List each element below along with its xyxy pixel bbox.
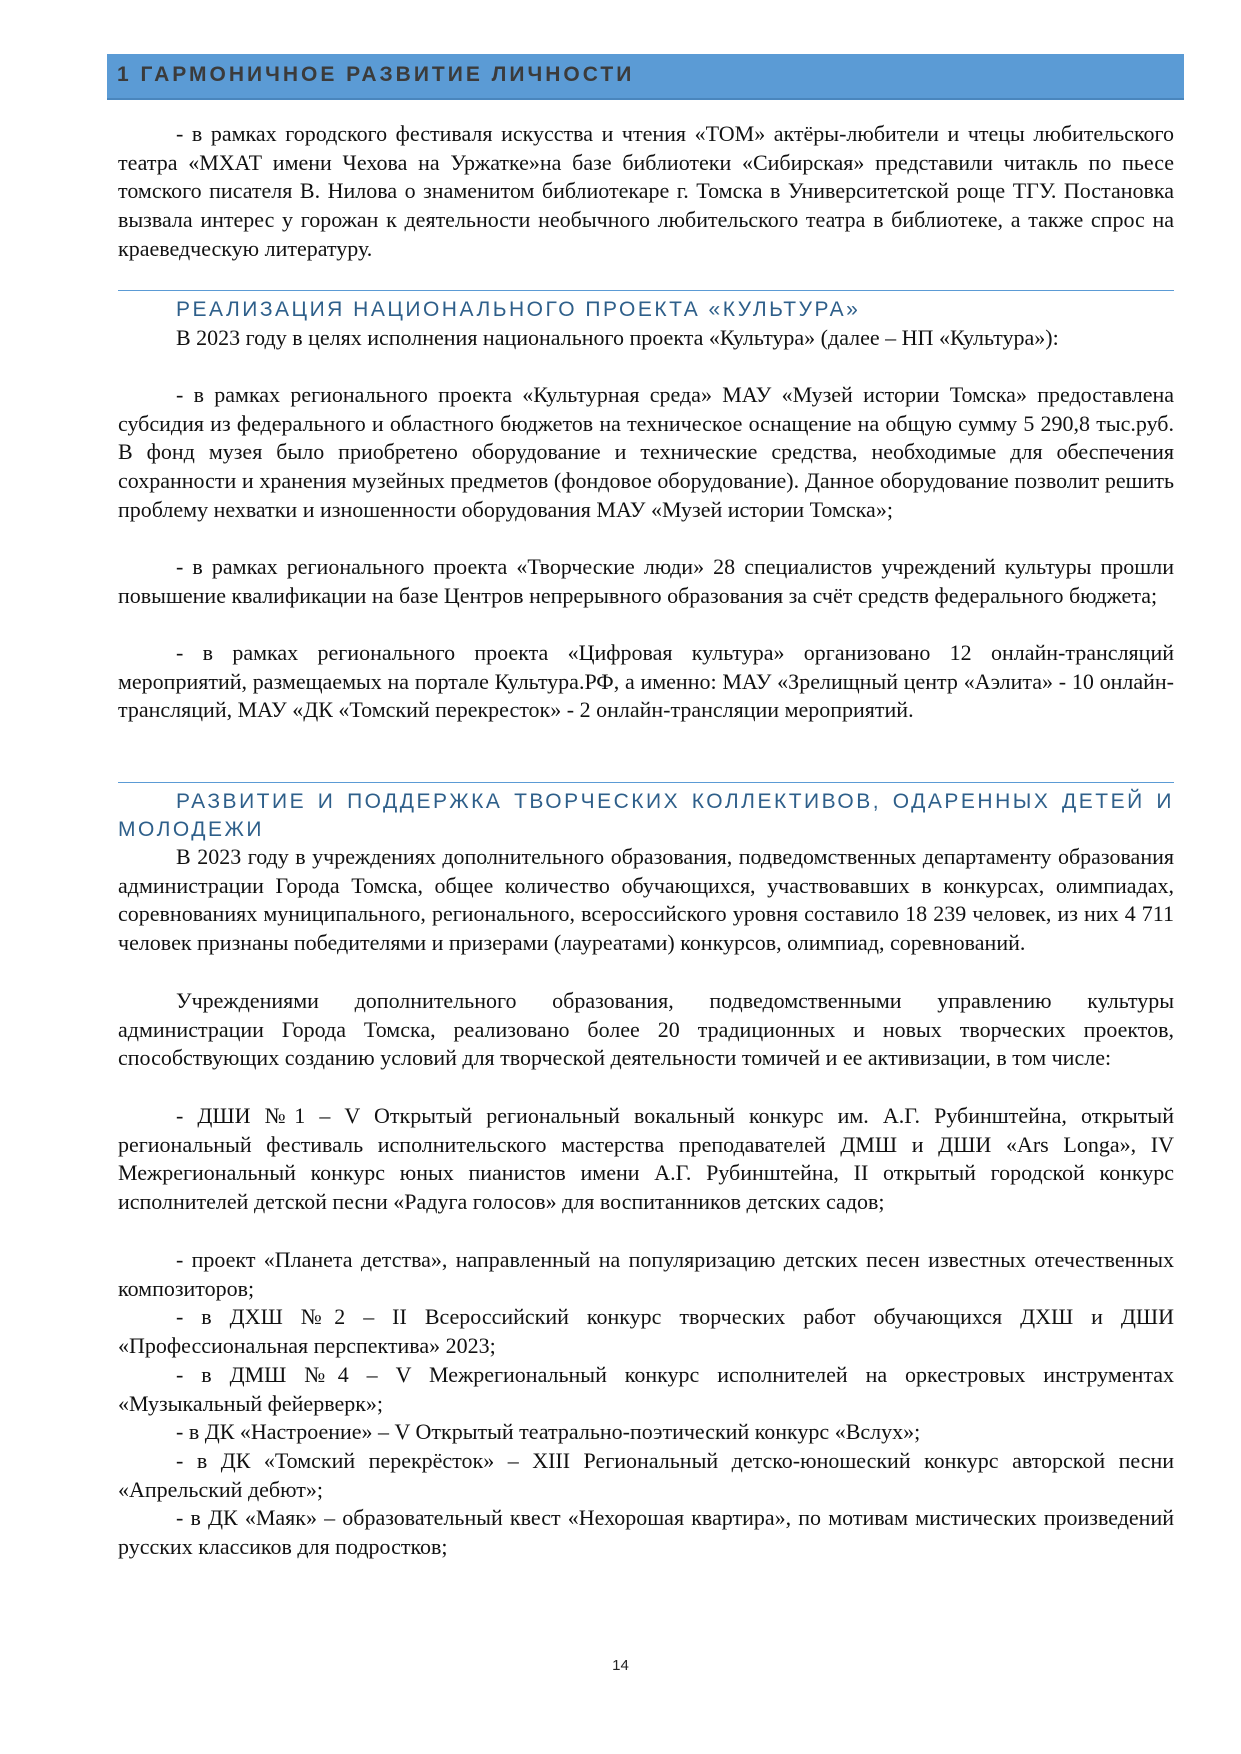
section-title-national-project: РЕАЛИЗАЦИЯ НАЦИОНАЛЬНОГО ПРОЕКТА «КУЛЬТУРА»: [176, 298, 861, 321]
page-number: 14: [612, 1657, 629, 1674]
paragraph: - в ДХШ №2 – II Всероссийский конкурс творческих работ обучающихся ДХШ и ДШИ «Профессиональная перспектива» 2023;: [118, 1304, 1174, 1358]
paragraph: - в ДК «Настроение» – V Открытый театрально-поэтический конкурс «Вслух»;: [176, 1419, 921, 1444]
section-divider: [118, 290, 1174, 291]
intro-paragraph: - в рамках городского фестиваля искусства и чтения «ТОМ» актёры-любители и чтецы любительского театра «МХАТ имени Чехова на Уржатке»на базе библиотеки «Сибирская» представили читакль по пьесе томского писателя В. Нилова о знаменитом библиотекаре г. Томска в Университетской роще ТГУ. Постановка вызвала интерес у горожан к деятельности необычного любительского театра в библиотеке, а также спрос на краеведческую литературу.: [118, 121, 1174, 261]
paragraph: В 2023 году в учреждениях дополнительного образования, подведомственных департаменту образования администрации Города Томска, общее количество обучающихся, участвовавших в конкурсах, олимпиадах, соревнованиях муниципального, регионального, всероссийского уровня составило 18 239 человек, из них 4 711 человек признаны победителями и призерами (лауреатами) конкурсов, олимпиад, соревнований.: [118, 844, 1174, 956]
chapter-header-bar: [107, 54, 1184, 100]
paragraph: - проект «Планета детства», направленный на популяризацию детских песен известных отечественных композиторов;: [118, 1247, 1174, 1301]
paragraph: В 2023 году в целях исполнения национального проекта «Культура» (далее – НП «Культура»):: [176, 325, 1059, 350]
paragraph: - в ДК «Маяк» – образовательный квест «Нехорошая квартира», по мотивам мистических произведений русских классиков для подростков;: [118, 1505, 1174, 1559]
section-divider: [118, 782, 1174, 783]
paragraph: - в рамках регионального проекта «Творческие люди» 28 специалистов учреждений культуры прошли повышение квалификации на базе Центров непрерывного образования за счёт средств федерального бюджета;: [118, 554, 1174, 608]
paragraph: - в рамках регионального проекта «Цифровая культура» организовано 12 онлайн-трансляций мероприятий, размещаемых на портале Культура.РФ, а именно: МАУ «Зрелищный центр «Аэлита» - 10 онлайн-трансляций, МАУ «ДК «Томский перекресток» - 2 онлайн-трансляции мероприятий.: [118, 640, 1174, 723]
paragraph: - ДШИ №1 – V Открытый региональный вокальный конкурс им. А.Г. Рубинштейна, открытый региональный фестиваль исполнительского мастерства преподавателей ДМШ и ДШИ «Ars Longa», IV Межрегиональный конкурс юных пианистов имени А.Г. Рубинштейна, II открытый городской конкурс исполнителей детской песни «Радуга голосов» для воспитанников детских садов;: [118, 1103, 1174, 1215]
chapter-title: 1 ГАРМОНИЧНОЕ РАЗВИТИЕ ЛИЧНОСТИ: [117, 63, 635, 86]
paragraph: - в рамках регионального проекта «Культурная среда» МАУ «Музей истории Томска» предоставлена субсидия из федерального и областного бюджетов на техническое оснащение на общую сумму 5 290,8 тыс.руб. В фонд музея было приобретено оборудование и технические средства, необходимые для обеспечения сохранности и хранения музейных предметов (фондовое оборудование). Данное оборудование позволит решить проблему нехватки и изношенности оборудования МАУ «Музей истории Томска»;: [118, 382, 1174, 522]
paragraph: - в ДК «Томский перекрёсток» – XIII Региональный детско-юношеский конкурс авторской песни «Апрельский дебют»;: [118, 1448, 1174, 1502]
paragraph: - в ДМШ №4 – V Межрегиональный конкурс исполнителей на оркестровых инструментах «Музыкальный фейерверк»;: [118, 1362, 1174, 1416]
section-title-creative-collectives: РАЗВИТИЕ И ПОДДЕРЖКА ТВОРЧЕСКИХ КОЛЛЕКТИВОВ, ОДАРЕННЫХ ДЕТЕЙ И МОЛОДЕЖИ: [118, 790, 1174, 841]
paragraph: Учреждениями дополнительного образования, подведомственными управлению культуры администрации Города Томска, реализовано более 20 традиционных и новых творческих проектов, способствующих созданию условий для творческой деятельности томичей и ее активизации, в том числе:: [118, 988, 1174, 1071]
